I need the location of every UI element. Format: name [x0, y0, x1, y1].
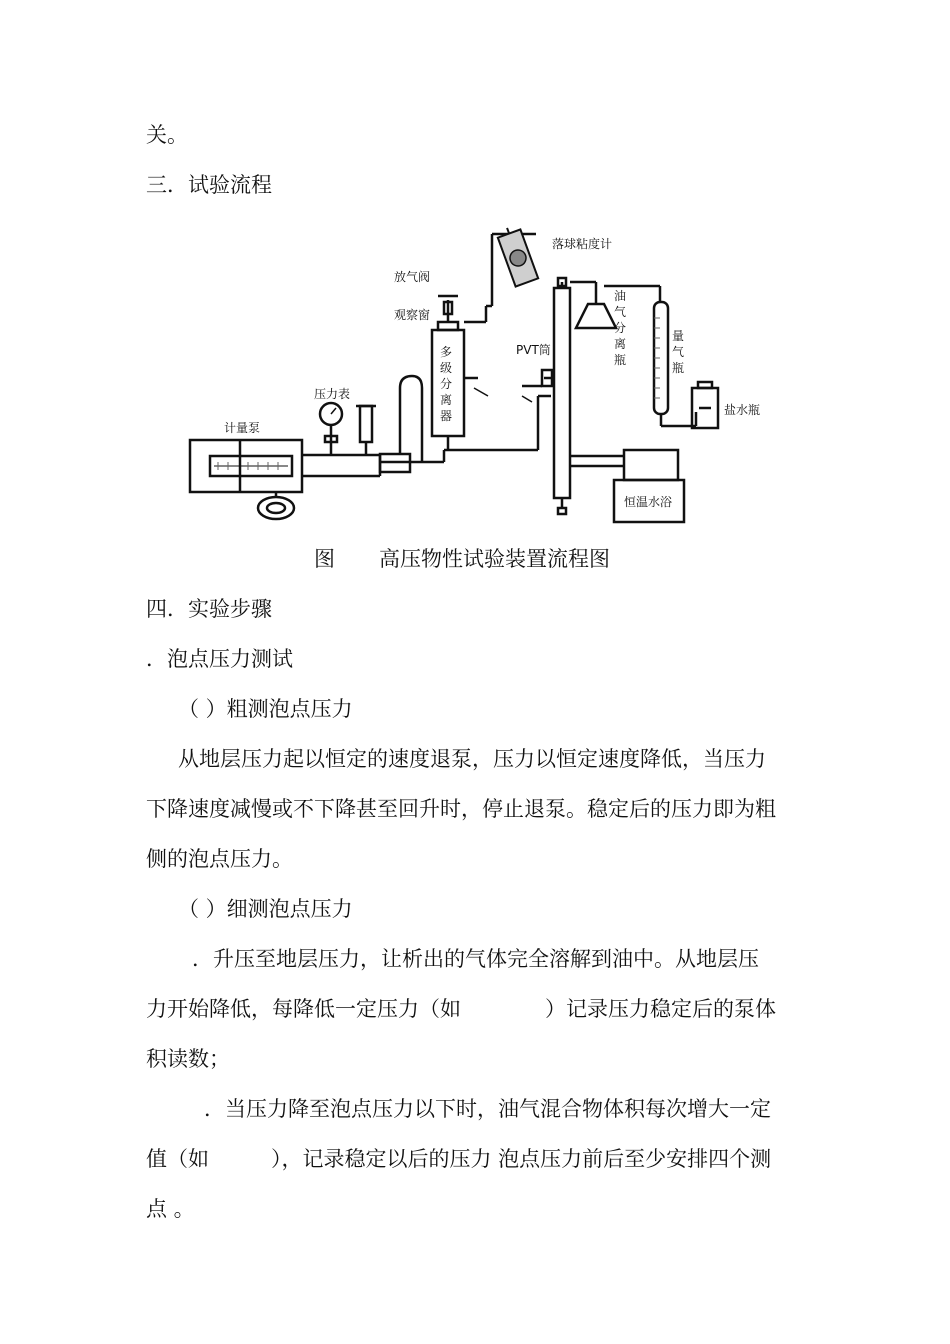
paragraph-line-8 [146, 1146, 771, 1172]
apparatus-diagram [148, 218, 775, 528]
paragraph-line-9: 点 。 [146, 1197, 195, 1221]
label-oil-sep-1: 油 [614, 289, 627, 303]
caption-title: 高压物性试验装置流程图 [379, 547, 610, 571]
label-viscometer: 落球粘度计 [552, 237, 613, 251]
label-separator-2: 级 [440, 361, 453, 375]
paragraph-line-5-part-2: ）记录压力稳定后的泵体 [545, 997, 776, 1021]
label-oil-sep-4: 离 [614, 337, 627, 351]
subheading-fine-measure: （ ）细测泡点压力 [178, 897, 353, 921]
figure-caption [314, 546, 610, 572]
label-observation-window: 观察窗 [394, 308, 431, 322]
subheading-bubble-point: ．泡点压力测试 [146, 647, 293, 671]
label-oil-sep-5: 瓶 [614, 353, 627, 367]
subheading-rough-measure: （ ）粗测泡点压力 [178, 697, 353, 721]
label-separator-3: 分 [440, 377, 453, 391]
text-line-1: 关。 [146, 123, 188, 147]
paragraph-line-8-part-1: 值（如 [146, 1147, 209, 1171]
section-heading-process: 三．试验流程 [146, 173, 272, 197]
paragraph-line-6: 积读数； [146, 1047, 230, 1071]
label-oil-sep-3: 分 [614, 321, 627, 335]
label-separator-1: 多 [440, 345, 453, 359]
label-gas-meter-2: 气 [672, 345, 685, 359]
paragraph-line-1: 从地层压力起以恒定的速度退泵，压力以恒定速度降低，当压力 [178, 747, 766, 771]
paragraph-line-2: 下降速度减慢或不下降甚至回升时，停止退泵。稳定后的压力即为粗 [146, 797, 776, 821]
label-separator-5: 器 [440, 409, 453, 423]
paragraph-line-4: ．升压至地层压力，让析出的气体完全溶解到油中。从地层压 [192, 947, 759, 971]
label-gas-meter-1: 量 [672, 329, 685, 343]
label-pressure-gauge: 压力表 [314, 387, 351, 401]
label-water-bath: 恒温水浴 [624, 495, 673, 509]
label-vent-valve: 放气阀 [394, 270, 431, 284]
label-pvt-cell: PVT筒 [516, 343, 551, 357]
label-pump: 计量泵 [224, 421, 261, 435]
caption-fig-label: 图 [314, 547, 335, 571]
label-oil-sep-2: 气 [614, 305, 627, 319]
paragraph-line-5 [146, 996, 776, 1022]
paragraph-line-3: 侧的泡点压力。 [146, 847, 293, 871]
paragraph-line-5-part-1: 力开始降低，每降低一定压力（如 [146, 997, 461, 1021]
label-brine-bottle: 盐水瓶 [724, 403, 761, 417]
label-separator-4: 离 [440, 393, 453, 407]
section-heading-steps: 四．实验步骤 [146, 597, 272, 621]
label-gas-meter-3: 瓶 [672, 361, 685, 375]
paragraph-line-8-part-2: ），记录稳定以后的压力 泡点压力前后至少安排四个测 [271, 1147, 772, 1171]
paragraph-line-7: ．当压力降至泡点压力以下时，油气混合物体积每次增大一定 [204, 1097, 771, 1121]
